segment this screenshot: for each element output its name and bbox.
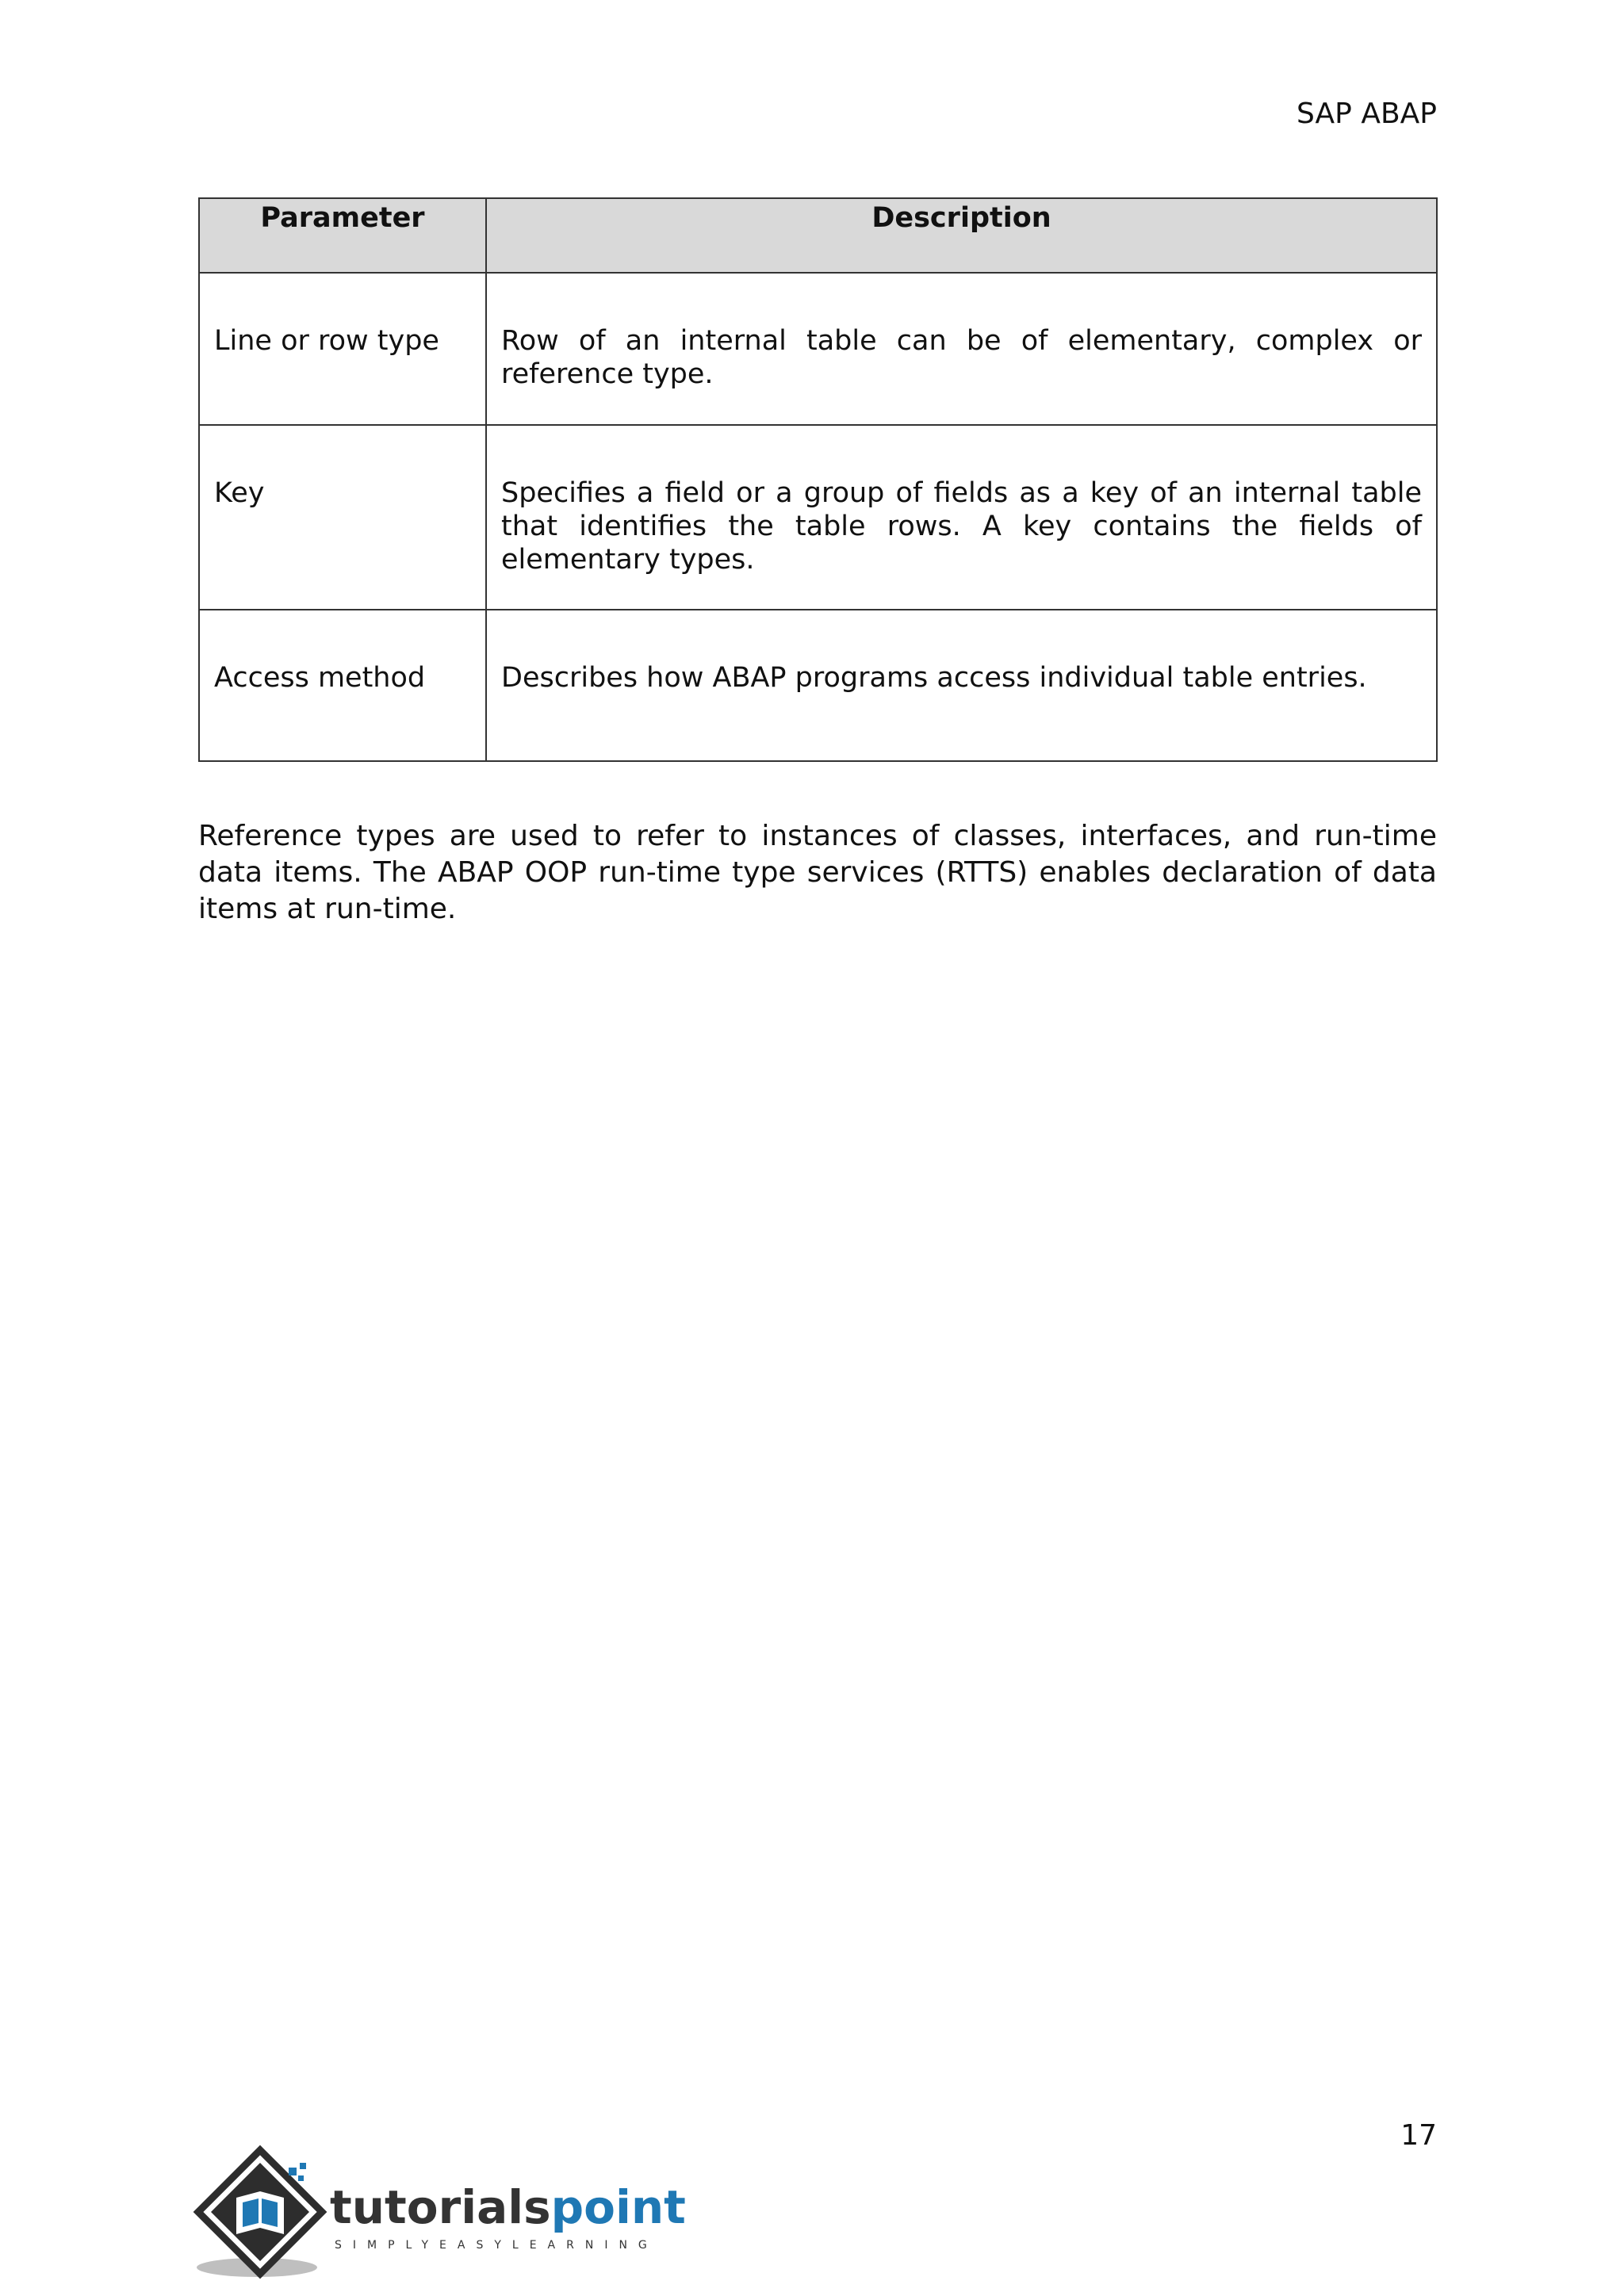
table-cell-parameter: Access method bbox=[199, 610, 486, 761]
table-row bbox=[199, 610, 1437, 761]
page-number: 17 bbox=[1400, 2119, 1437, 2152]
body-paragraph: Reference types are used to refer to instances of classes, interfaces, and run-time data items. The ABAP OOP run-time type services (RTTS) enables declaration of data items at run-time. bbox=[198, 820, 1437, 925]
column-header-parameter: Parameter bbox=[199, 198, 486, 273]
table-cell-parameter: Key bbox=[199, 425, 486, 610]
table-cell-parameter: Line or row type bbox=[199, 273, 486, 425]
logo-dot bbox=[289, 2168, 297, 2175]
table-cell-description: Row of an internal table can be of elementary, complex or reference type. bbox=[486, 273, 1437, 425]
table-cell-description: Specifies a field or a group of fields as a key of an internal table that identifies the table rows. A key contains the fields of elementary types. bbox=[486, 425, 1437, 610]
table-header-row bbox=[199, 198, 1437, 273]
table-row bbox=[199, 273, 1437, 425]
logo-tagline: SIMPLYEASYLEARNING bbox=[335, 2239, 658, 2252]
logo-wordmark: tutorialspoint bbox=[330, 2180, 686, 2234]
tutorialspoint-logo bbox=[195, 2145, 686, 2282]
column-header-description: Description bbox=[486, 198, 1437, 273]
logo-wordmark-accent: point bbox=[550, 2180, 686, 2234]
table-cell-description: Describes how ABAP programs access individual table entries. bbox=[486, 610, 1437, 761]
table-row bbox=[199, 425, 1437, 610]
page-header-title: SAP ABAP bbox=[1297, 98, 1437, 130]
parameter-table bbox=[198, 197, 1438, 762]
